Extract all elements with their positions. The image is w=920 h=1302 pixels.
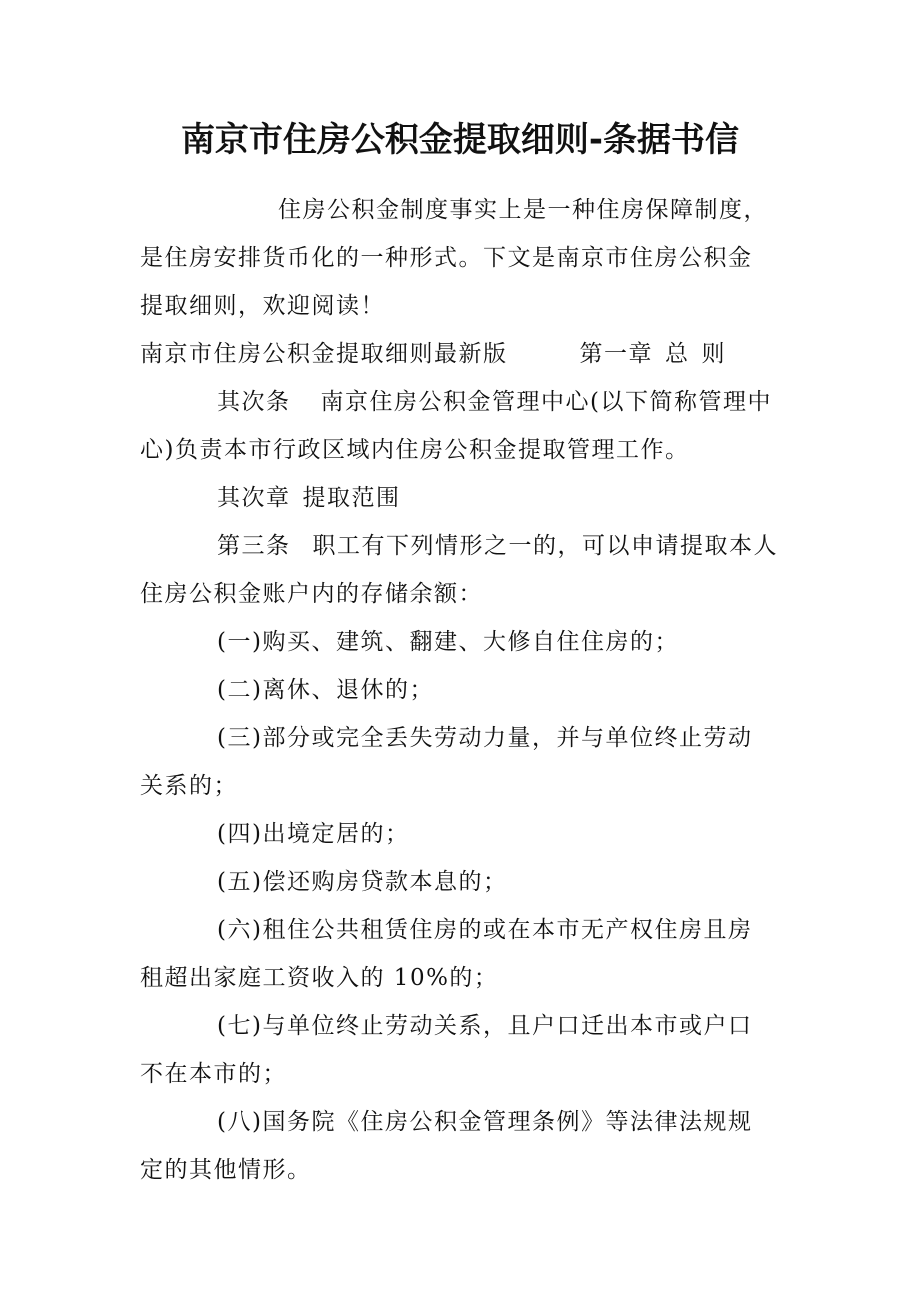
item-4-line-1: (四)出境定居的； <box>217 821 410 847</box>
item-3-line-1: (三)部分或完全丢失劳动力量，并与单位终止劳动 <box>217 725 753 751</box>
item-8-line-1: (八)国务院《住房公积金管理条例》等法律法规规 <box>217 1109 753 1135</box>
article-2-label: 其次条 <box>217 389 291 415</box>
item-6-line-1: (六)租住公共租赁住房的或在本市无产权住房且房 <box>217 917 753 943</box>
item-6-line-2: 租超出家庭工资收入的 10%的； <box>140 965 499 991</box>
chapter-1-sep: 总 <box>665 341 690 367</box>
chapter-1-name: 则 <box>701 341 726 367</box>
item-3-line-2: 关系的； <box>140 773 238 799</box>
document-title: 南京市住房公积金提取细则-条据书信 <box>180 120 740 160</box>
intro-line-2: 是住房安排货币化的一种形式。下文是南京市住房公积金 <box>140 245 753 271</box>
item-7-line-1: (七)与单位终止劳动关系，且户口迁出本市或户口 <box>217 1013 753 1039</box>
item-7-line-2: 不在本市的； <box>140 1061 287 1087</box>
chapter-heading-line <box>140 330 780 378</box>
chapter-2-label: 其次章 <box>217 485 291 511</box>
item-8-line-2: 定的其他情形。 <box>140 1157 312 1183</box>
item-5-line-1: (五)偿还购房贷款本息的； <box>217 869 508 895</box>
chapter-2-heading <box>140 474 780 522</box>
article-2-text-1: 南京住房公积金管理中心(以下简称管理中 <box>320 389 772 415</box>
chapter-1-label: 第一章 <box>579 341 653 367</box>
chapter-2-name: 提取范围 <box>302 485 401 511</box>
document-body <box>140 186 780 1194</box>
intro-line-1: 住房公积金制度事实上是一种住房保障制度， <box>278 197 768 223</box>
item-2-line-1: (二)离休、退休的； <box>217 677 434 703</box>
intro-line-3: 提取细则，欢迎阅读！ <box>140 293 385 319</box>
document-subheading: 南京市住房公积金提取细则最新版 <box>140 341 508 367</box>
article-3-text-1: 职工有下列情形之一的，可以申请提取本人 <box>312 533 778 559</box>
article-3-line-2: 住房公积金账户内的存储余额： <box>140 581 483 607</box>
article-3-label: 第三条 <box>217 533 291 559</box>
article-3-line-1 <box>140 522 780 570</box>
item-1-line-1: (一)购买、建筑、翻建、大修自住住房的； <box>217 629 679 655</box>
article-2-line-2: 心)负责本市行政区域内住房公积金提取管理工作。 <box>140 437 690 463</box>
article-2-line-1 <box>140 378 780 426</box>
